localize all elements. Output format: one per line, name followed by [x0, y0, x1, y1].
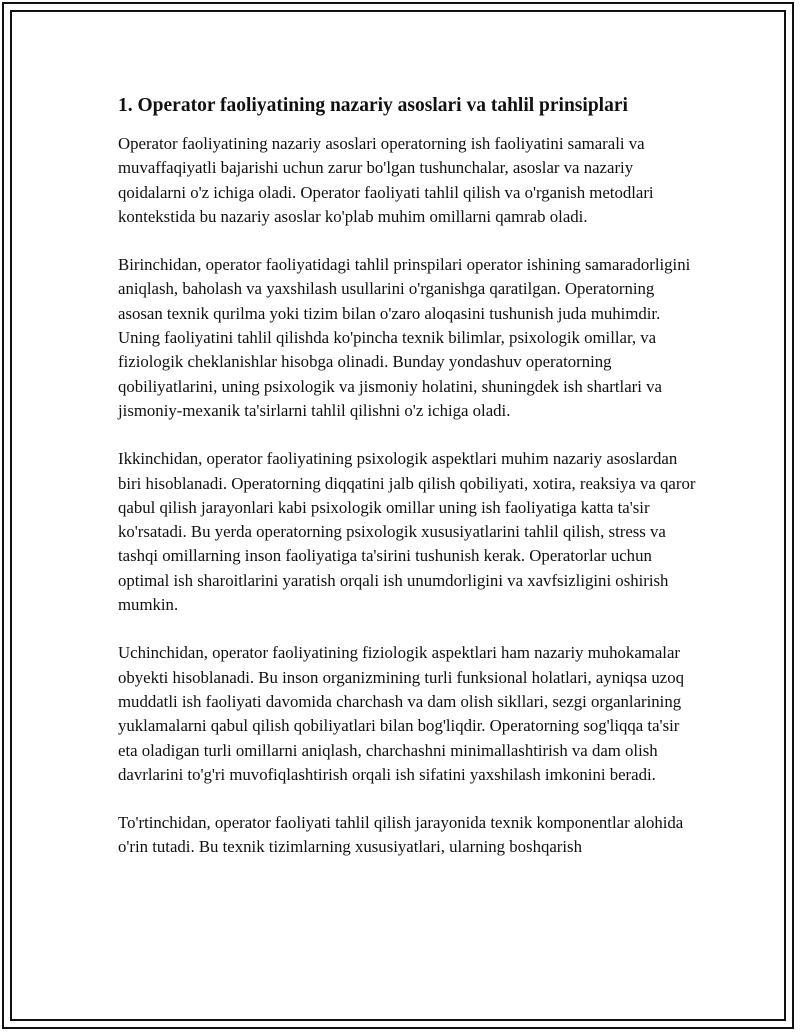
section-title: 1. Operator faoliyatining nazariy asoslari va tahlil prinsiplari	[118, 95, 628, 116]
paragraph-1: Operator faoliyatining nazariy asoslari operatorning ish faoliyatini samarali va muvaffaqiyatli bajarishi uchun zarur bo'lgan tushunchalar, asoslar va nazariy qoidalarni o'z ichiga oladi. Operator faoliyati tahlil qilish va o'rganish metodlari kontekstida bu nazariy asoslar ko'plab muhim omillarni qamrab oladi.	[118, 134, 654, 226]
paragraph-3: Ikkinchidan, operator faoliyatining psixologik aspektlari muhim nazariy asoslardan biri hisoblanadi. Operatorning diqqatini jalb qilish qobiliyati, xotira, reaksiya va qaror qabul qilish jarayonlari kabi psixologik omillar uning ish faoliyatiga katta ta'sir ko'rsatadi. Bu yerda operatorning psixologik xususiyatlarini tahlil qilish, stress va tashqi omillarning inson faoliyatiga ta'sirini tushunish kerak. Operatorlar uchun optimal ish sharoitlarini yaratish orqali ish unumdorligini va xavfsizligini oshirish mumkin.	[118, 449, 696, 615]
paragraph-4: Uchinchidan, operator faoliyatining fiziologik aspektlari ham nazariy muhokamalar obyekti hisoblanadi. Bu inson organizmining turli funksional holatlari, ayniqsa uzoq muddatli ish faoliyati davomida charchash va dam olish sikllari, sezgi organlarining yuklamalarni qabul qilish qobiliyatlari bilan bog'liqdir. Operatorning sog'liqqa ta'sir eta oladigan turli omillarni aniqlash, charchashni minimallashtirish va dam olish davrlarini to'g'ri muvofiqlashtirish orqali ish sifatini yaxshilash imkonini beradi.	[118, 643, 684, 784]
paragraph-5: To'rtinchidan, operator faoliyati tahlil qilish jarayonida texnik komponentlar alohida o'rin tutadi. Bu texnik tizimlarning xususiyatlari, ularning boshqarish	[118, 813, 684, 857]
paragraph-2: Birinchidan, operator faoliyatidagi tahlil prinspilari operator ishining samaradorligini aniqlash, baholash va yaxshilash usullarini o'rganishga qaratilgan. Operatorning asosan texnik qurilma yoki tizim bilan o'zaro aloqasini tushunish juda muhimdir. Uning faoliyatini tahlil qilishda ko'pincha texnik bilimlar, psixologik omillar, va fiziologik cheklanishlar hisobga olinadi. Bunday yondashuv operatorning qobiliyatlarini, uning psixologik va jismoniy holatini, shuningdek ish shartlari va jismoniy-mexanik ta'sirlarni tahlil qilishni o'z ichiga oladi.	[118, 255, 691, 420]
document-body	[118, 92, 698, 884]
